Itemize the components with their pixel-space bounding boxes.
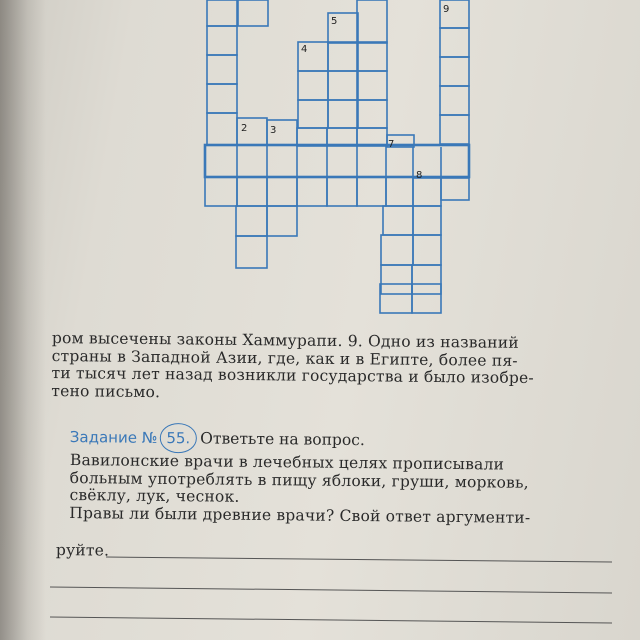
- paragraph-line: страны в Западной Азии, где, как и в Египте, более пя-: [51, 346, 518, 370]
- page-binding-shadow: [0, 0, 46, 640]
- crossword-number-4: 4: [301, 44, 308, 55]
- answer-line[interactable]: [50, 587, 612, 593]
- paragraph-line: тено письмо.: [51, 381, 161, 401]
- question-line: руйте.: [55, 541, 110, 560]
- question-line: Вавилонские врачи в лечебных целях прописывали: [69, 451, 505, 474]
- crossword-number-9: 9: [443, 4, 450, 15]
- question-line: Правы ли были древние врачи? Свой ответ аргументи-: [69, 503, 531, 527]
- answer-line[interactable]: [50, 617, 612, 623]
- crossword-number-8: 8: [416, 170, 423, 181]
- crossword-number-7: 7: [388, 139, 395, 150]
- crossword-number-5: 5: [331, 16, 338, 27]
- task-label: Задание №: [69, 427, 158, 447]
- crossword-number-2: 2: [241, 123, 248, 134]
- paragraph-line: ти тысяч лет назад возникли государства и было изобре-: [51, 363, 534, 388]
- crossword-number-3: 3: [270, 125, 277, 136]
- task-number-circled: 55.: [159, 423, 197, 453]
- paragraph-line: ром высечены законы Хаммурапи. 9. Одно из названий: [51, 329, 519, 352]
- question-line: больным употреблять в пищу яблоки, груши, морковь,: [69, 468, 529, 492]
- task-instruction: Ответьте на вопрос.: [200, 429, 365, 450]
- question-line: свёклу, лук, чеснок.: [69, 485, 240, 506]
- answer-line[interactable]: [106, 557, 612, 562]
